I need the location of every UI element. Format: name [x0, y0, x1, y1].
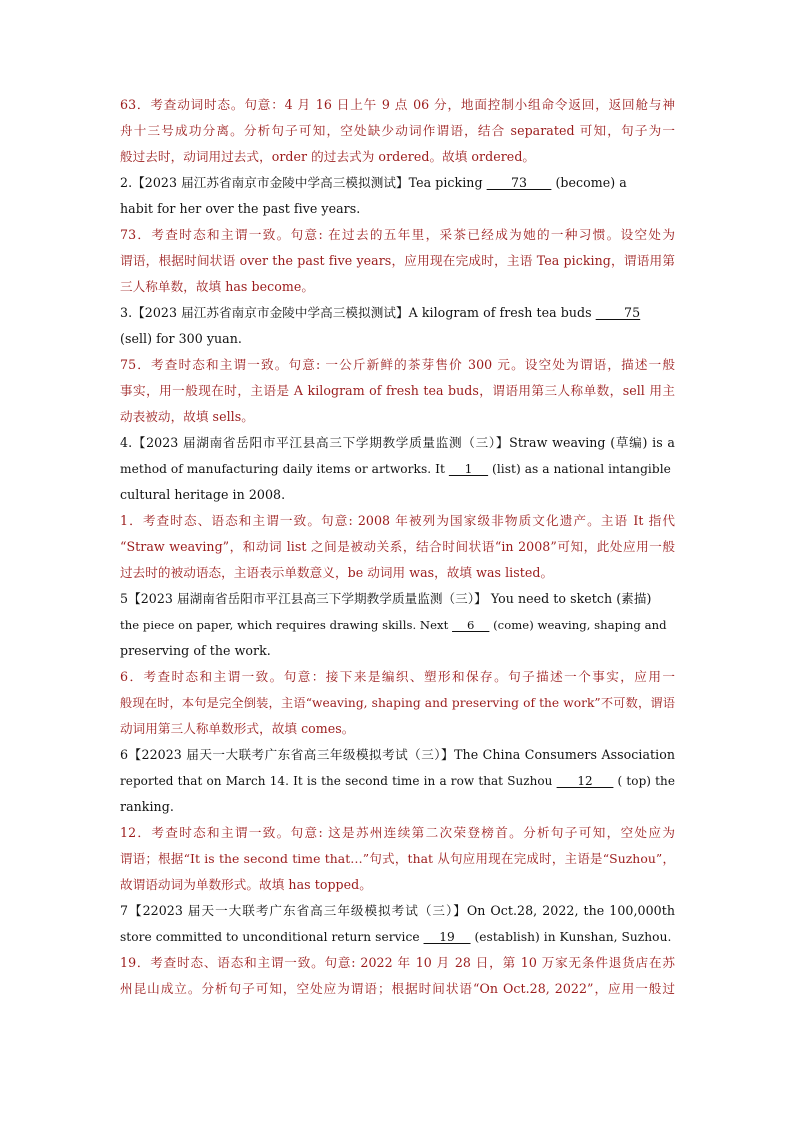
- text-line: 般过去时，动词用过去式，order 的过去式为 ordered。故填 ordered。: [120, 149, 536, 164]
- text-line: 州昆山成立。分析句子可知，空处应为谓语；根据时间状语“On Oct.28, 2022”，应用一般过: [120, 981, 675, 996]
- question-line: (sell) for 300 yuan.: [120, 331, 242, 346]
- text-line: 63．考查动词时态。句意：4 月 16 日上午 9 点 06 分，地面控制小组命令返回，返回舱与神: [120, 97, 675, 112]
- question-line: preserving of the work.: [120, 643, 271, 658]
- question-2: [120, 170, 675, 222]
- question-line: [120, 456, 675, 482]
- text-line: 75．考查时态和主谓一致。句意: 一公斤新鲜的茶芽售价 300 元。设空处为谓语，描述一般: [120, 357, 675, 372]
- question-text: the piece on paper, which requires drawing skills. Next: [120, 618, 453, 632]
- question-text: method of manufacturing daily items or artworks. It: [120, 462, 449, 476]
- answer-blank: 73: [486, 175, 552, 190]
- question-4: [120, 430, 675, 508]
- answer-explanation-63: [120, 92, 675, 170]
- answer-explanation-6: [120, 664, 675, 742]
- answer-explanation-75: [120, 352, 675, 430]
- question-5: [120, 586, 675, 664]
- question-source: 7【22023 届天一大联考广东省高三年级模拟考试（三）】On Oct.28, 2022, the 100,000th: [120, 903, 675, 918]
- question-text: (list) as a national intangible: [488, 462, 671, 476]
- question-line: [120, 924, 675, 950]
- text-line: 舟十三号成功分离。分析句子可知，空处缺少动词作谓语，结合 separated 可知，句子为一: [120, 123, 675, 138]
- text-line: 1．考查时态、语态和主谓一致。句意: 2008 年被列为国家级非物质文化遗产。主语 It 指代: [120, 513, 675, 528]
- question-source: 4.【2023 届湖南省岳阳市平江县高三下学期教学质量监测（三）】Straw weaving (草编) is a: [120, 435, 675, 450]
- answer-blank: 1: [448, 462, 489, 476]
- answer-explanation-19: [120, 950, 675, 1002]
- text-line: 12．考查时态和主谓一致。句意: 这是苏州连续第二次荣登榜首。分析句子可知，空处应为: [120, 825, 675, 840]
- question-line: habit for her over the past five years.: [120, 201, 361, 216]
- question-line: [120, 768, 675, 794]
- text-line: 故谓语动词为单数形式。故填 has topped。: [120, 877, 372, 892]
- answer-blank: 6: [452, 618, 490, 632]
- question-line: [120, 612, 675, 638]
- answer-explanation-12: [120, 820, 675, 898]
- text-line: 事实，用一般现在时，主语是 A kilogram of fresh tea buds，谓语用第三人称单数，sell 用主: [120, 383, 675, 398]
- question-source: 2.【2023 届江苏省南京市金陵中学高三模拟测试】Tea picking: [120, 175, 487, 190]
- question-3: [120, 300, 675, 352]
- answer-explanation-73: [120, 222, 675, 300]
- text-line: 动词用第三人称单数形式，故填 comes。: [120, 721, 355, 736]
- text-line: 过去时的被动语态，主语表示单数意义，be 动词用 was，故填 was listed。: [120, 565, 554, 580]
- question-6: [120, 742, 675, 820]
- text-line: 三人称单数，故填 has become。: [120, 279, 314, 294]
- question-line: [120, 170, 675, 196]
- document-body: [120, 92, 675, 1002]
- text-line: 谓语，根据时间状语 over the past five years，应用现在完成时，主语 Tea picking，谓语用第: [120, 253, 675, 268]
- question-line: ranking.: [120, 799, 174, 814]
- answer-blank: 19: [423, 930, 471, 944]
- text-line: 动表被动，故填 sells。: [120, 409, 254, 424]
- text-line: “Straw weaving”，和动词 list 之间是被动关系，结合时间状语“in 2008”可知，此处应用一般: [120, 539, 675, 554]
- question-7: [120, 898, 675, 950]
- question-text: (come) weaving, shaping and: [489, 618, 667, 632]
- question-source: 5【2023 届湖南省岳阳市平江县高三下学期教学质量监测（三）】 You need to sketch (素描): [120, 591, 652, 606]
- question-source: 6【22023 届天一大联考广东省高三年级模拟考试（三）】The China Consumers Association: [120, 747, 675, 762]
- question-text: ( top) the: [613, 774, 675, 788]
- question-text: (establish) in Kunshan, Suzhou.: [470, 930, 672, 944]
- question-text: (become) a: [551, 175, 627, 190]
- question-text: reported that on March 14. It is the second time in a row that Suzhou: [120, 774, 557, 788]
- answer-blank: 75: [595, 305, 641, 320]
- answer-explanation-1: [120, 508, 675, 586]
- text-line: 19．考查时态、语态和主谓一致。句意: 2022 年 10 月 28 日，第 10 万家无条件退货店在苏: [120, 955, 675, 970]
- text-line: 6．考查时态和主谓一致。句意：接下来是编织、塑形和保存。句子描述一个事实，应用一: [120, 669, 675, 684]
- question-source: 3.【2023 届江苏省南京市金陵中学高三模拟测试】A kilogram of fresh tea buds: [120, 305, 596, 320]
- text-line: 般现在时，本句是完全倒装，主语“weaving, shaping and preserving of the work”不可数，谓语: [120, 696, 675, 710]
- question-text: store committed to unconditional return service: [120, 930, 424, 944]
- answer-blank: 12: [556, 774, 614, 788]
- text-line: 谓语；根据“It is the second time that…”句式，that 从句应用现在完成时，主语是“Suzhou”，: [120, 851, 675, 866]
- text-line: 73．考查时态和主谓一致。句意: 在过去的五年里，采茶已经成为她的一种习惯。设空处为: [120, 227, 675, 242]
- question-line: [120, 300, 675, 326]
- question-line: cultural heritage in 2008.: [120, 487, 286, 502]
